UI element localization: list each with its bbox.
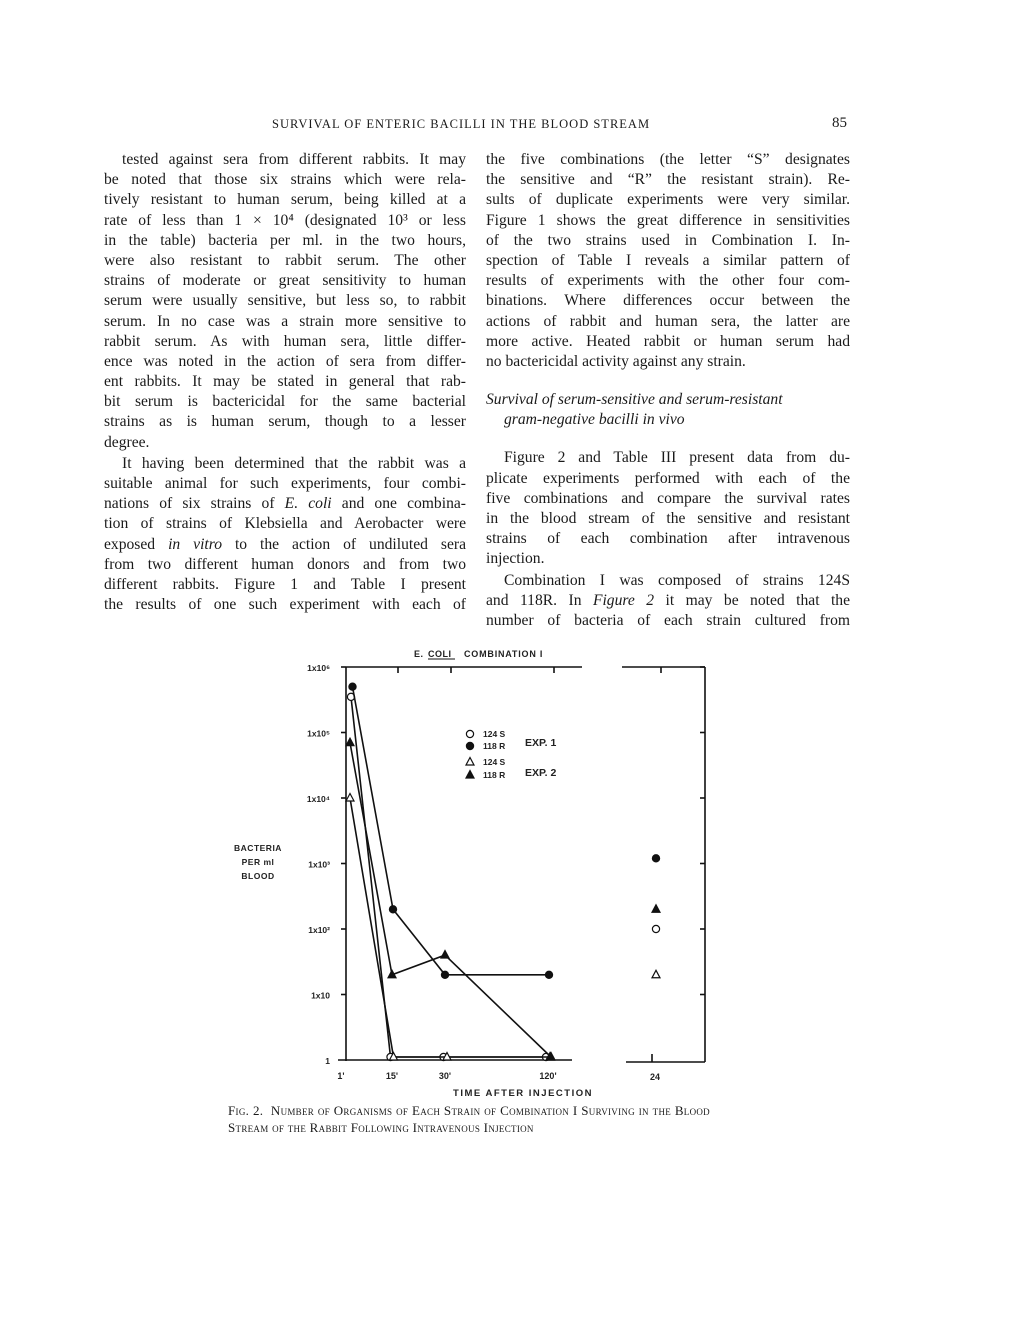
data-point	[389, 906, 396, 913]
text-line: actions of rabbit and human sera, the latter are	[486, 312, 850, 330]
paragraph	[104, 150, 466, 453]
text-line: rate of less than 1 × 10⁴ (designated 10³ or less	[104, 211, 466, 229]
text-line: binations. Where differences occur between the	[486, 292, 850, 310]
legend-label: 124 S	[483, 729, 506, 739]
data-point	[346, 794, 354, 802]
text-line: exposed in vitro to the action of undiluted sera	[104, 535, 467, 553]
text-line: sults of duplicate experiments were very similar.	[486, 191, 850, 209]
text-line: injection.	[486, 550, 545, 568]
series-line	[351, 697, 546, 1057]
text-line: ence was noted in the action of sera from differ-	[104, 352, 466, 370]
text-line	[486, 410, 850, 430]
text-line: degree.	[104, 433, 150, 451]
data-point-24h	[652, 905, 660, 913]
text-line: strains of moderate or great sensitivity to human	[104, 272, 466, 290]
data-point	[349, 683, 356, 690]
text-line: no bactericidal activity against any strain.	[486, 352, 746, 370]
y-axis-label: BLOOD	[241, 871, 275, 881]
chart-title-underlined: COLI	[428, 649, 452, 659]
data-point	[441, 971, 448, 978]
italic-text: E. coli	[284, 495, 332, 513]
series-line	[350, 743, 551, 1057]
legend-group-label: EXP. 2	[525, 767, 557, 779]
chart-title-prefix: E.	[414, 649, 424, 659]
page-number: 85	[832, 115, 847, 131]
italic-text: Survival of serum-sensitive and serum-resistant	[486, 391, 783, 409]
text-line: suitable animal for such experiments, four combi-	[104, 475, 466, 492]
y-axis-label: PER ml	[241, 857, 275, 867]
text-line: rabbit serum. As with human sera, little differ-	[104, 332, 466, 350]
caption-text: Number of Organisms of Each Strain of Combination I Surviving in the Blood Stream of the Rabbit Following Intravenous Injection	[228, 1103, 710, 1135]
legend-marker	[466, 742, 473, 749]
figure-caption	[228, 1102, 710, 1136]
legend-group-label: EXP. 1	[525, 737, 557, 749]
text-line: results of experiments with the other four com-	[486, 272, 850, 290]
running-head: SURVIVAL OF ENTERIC BACILLI IN THE BLOOD STREAM	[272, 117, 651, 131]
series-line	[353, 687, 550, 975]
legend-marker	[466, 771, 474, 779]
paragraph	[486, 150, 850, 372]
y-tick-label: 1x10⁴	[306, 794, 330, 804]
text-line: the five combinations (the letter “S” designates	[486, 151, 850, 168]
y-axis-label: BACTERIA	[234, 843, 282, 853]
text-line: spection of Table I reveals a similar pattern of	[486, 251, 850, 269]
data-point-24h	[652, 925, 659, 932]
legend-marker	[466, 758, 474, 766]
italic-text: Figure 2	[592, 591, 655, 609]
text-line: plicate experiments performed with each of the	[486, 469, 850, 487]
text-line: of the two strains used in Combination I. In-	[486, 231, 850, 249]
legend-label: 124 S	[483, 757, 506, 767]
text-line: It having been determined that the rabbit was a	[122, 454, 466, 472]
data-point-24h	[652, 855, 659, 862]
y-tick-label: 1x10⁶	[307, 663, 330, 673]
text-line: tion of strains of Klebsiella and Aerobacter were	[104, 515, 466, 533]
text-line: serum. In no case was a strain more sensitive to	[104, 312, 466, 330]
text-line: be noted that those six strains which were rela-	[104, 171, 466, 189]
x-tick-label: 120'	[539, 1071, 557, 1081]
text-line: tested against sera from different rabbits. It may	[122, 151, 466, 168]
text-line: from two different human donors and from two	[104, 555, 466, 573]
text-line: more active. Heated rabbit or human serum had	[486, 332, 850, 350]
paragraph	[486, 571, 850, 632]
figure-label: Fig. 2.	[228, 1103, 264, 1118]
x-axis-label: TIME AFTER INJECTION	[453, 1088, 593, 1099]
left-column	[104, 150, 466, 615]
text-line	[486, 390, 850, 410]
text-line: strains of each combination after intravenous	[486, 530, 850, 548]
data-point	[545, 971, 552, 978]
legend-marker	[466, 730, 473, 737]
text-line: Combination I was composed of strains 124S	[504, 571, 850, 589]
text-line: five combinations and compare the survival rates	[486, 489, 850, 507]
y-tick-label: 1x10²	[308, 925, 330, 935]
text-line: in the blood stream of the sensitive and resistant	[486, 510, 850, 527]
text-line: ent rabbits. It may be stated in general that rab-	[104, 373, 466, 391]
chart-title-suffix: COMBINATION I	[464, 649, 544, 659]
text-line: the sensitive and “R” the resistant strain). Re-	[486, 171, 850, 189]
x-tick-label: 24	[649, 1072, 661, 1082]
x-tick-label: 1'	[337, 1071, 345, 1081]
text-line: Figure 1 shows the great difference in sensitivities	[486, 211, 850, 229]
text-line: were also resistant to rabbit serum. The other	[104, 251, 466, 269]
text-line: in the table) bacteria per ml. in the two hours,	[104, 231, 466, 249]
italic-text: in vitro	[168, 535, 223, 553]
text-line: tively resistant to human serum, being killed at a	[104, 191, 466, 209]
text-line: serum were usually sensitive, but less so, to rabbit	[104, 292, 466, 310]
data-point	[346, 738, 354, 746]
text-line: Figure 2 and Table III present data from du-	[504, 449, 850, 467]
text-line: the results of one such experiment with each of	[104, 596, 466, 614]
data-point-24h	[652, 970, 660, 978]
y-tick-label: 1x10⁵	[307, 728, 330, 739]
y-tick-label: 1x10³	[308, 859, 330, 870]
text-line: different rabbits. Figure 1 and Table I present	[104, 575, 466, 593]
y-tick-label: 1	[325, 1056, 330, 1066]
text-line: and 118R. In Figure 2 it may be noted that the	[486, 591, 851, 609]
x-tick-label: 15'	[385, 1071, 399, 1081]
italic-text: gram-negative bacilli in vivo	[504, 411, 685, 429]
text-line: nations of six strains of E. coli and one combina-	[104, 495, 466, 513]
figure-2-chart	[230, 640, 720, 1100]
legend-label: 118 R	[483, 770, 506, 780]
legend-label: 118 R	[483, 741, 506, 751]
paragraph	[486, 448, 850, 569]
section-heading	[486, 390, 850, 430]
paragraph	[104, 454, 466, 616]
text-line: bit serum is bactericidal for the same bacterial	[104, 393, 466, 411]
right-column	[486, 150, 850, 631]
text-line: strains as is human serum, though to a lesser	[104, 413, 466, 431]
text-line: number of bacteria of each strain cultured from	[486, 611, 850, 629]
data-point	[441, 951, 449, 959]
y-tick-label: 1x10	[311, 990, 330, 1001]
x-tick-label: 30'	[438, 1071, 452, 1081]
